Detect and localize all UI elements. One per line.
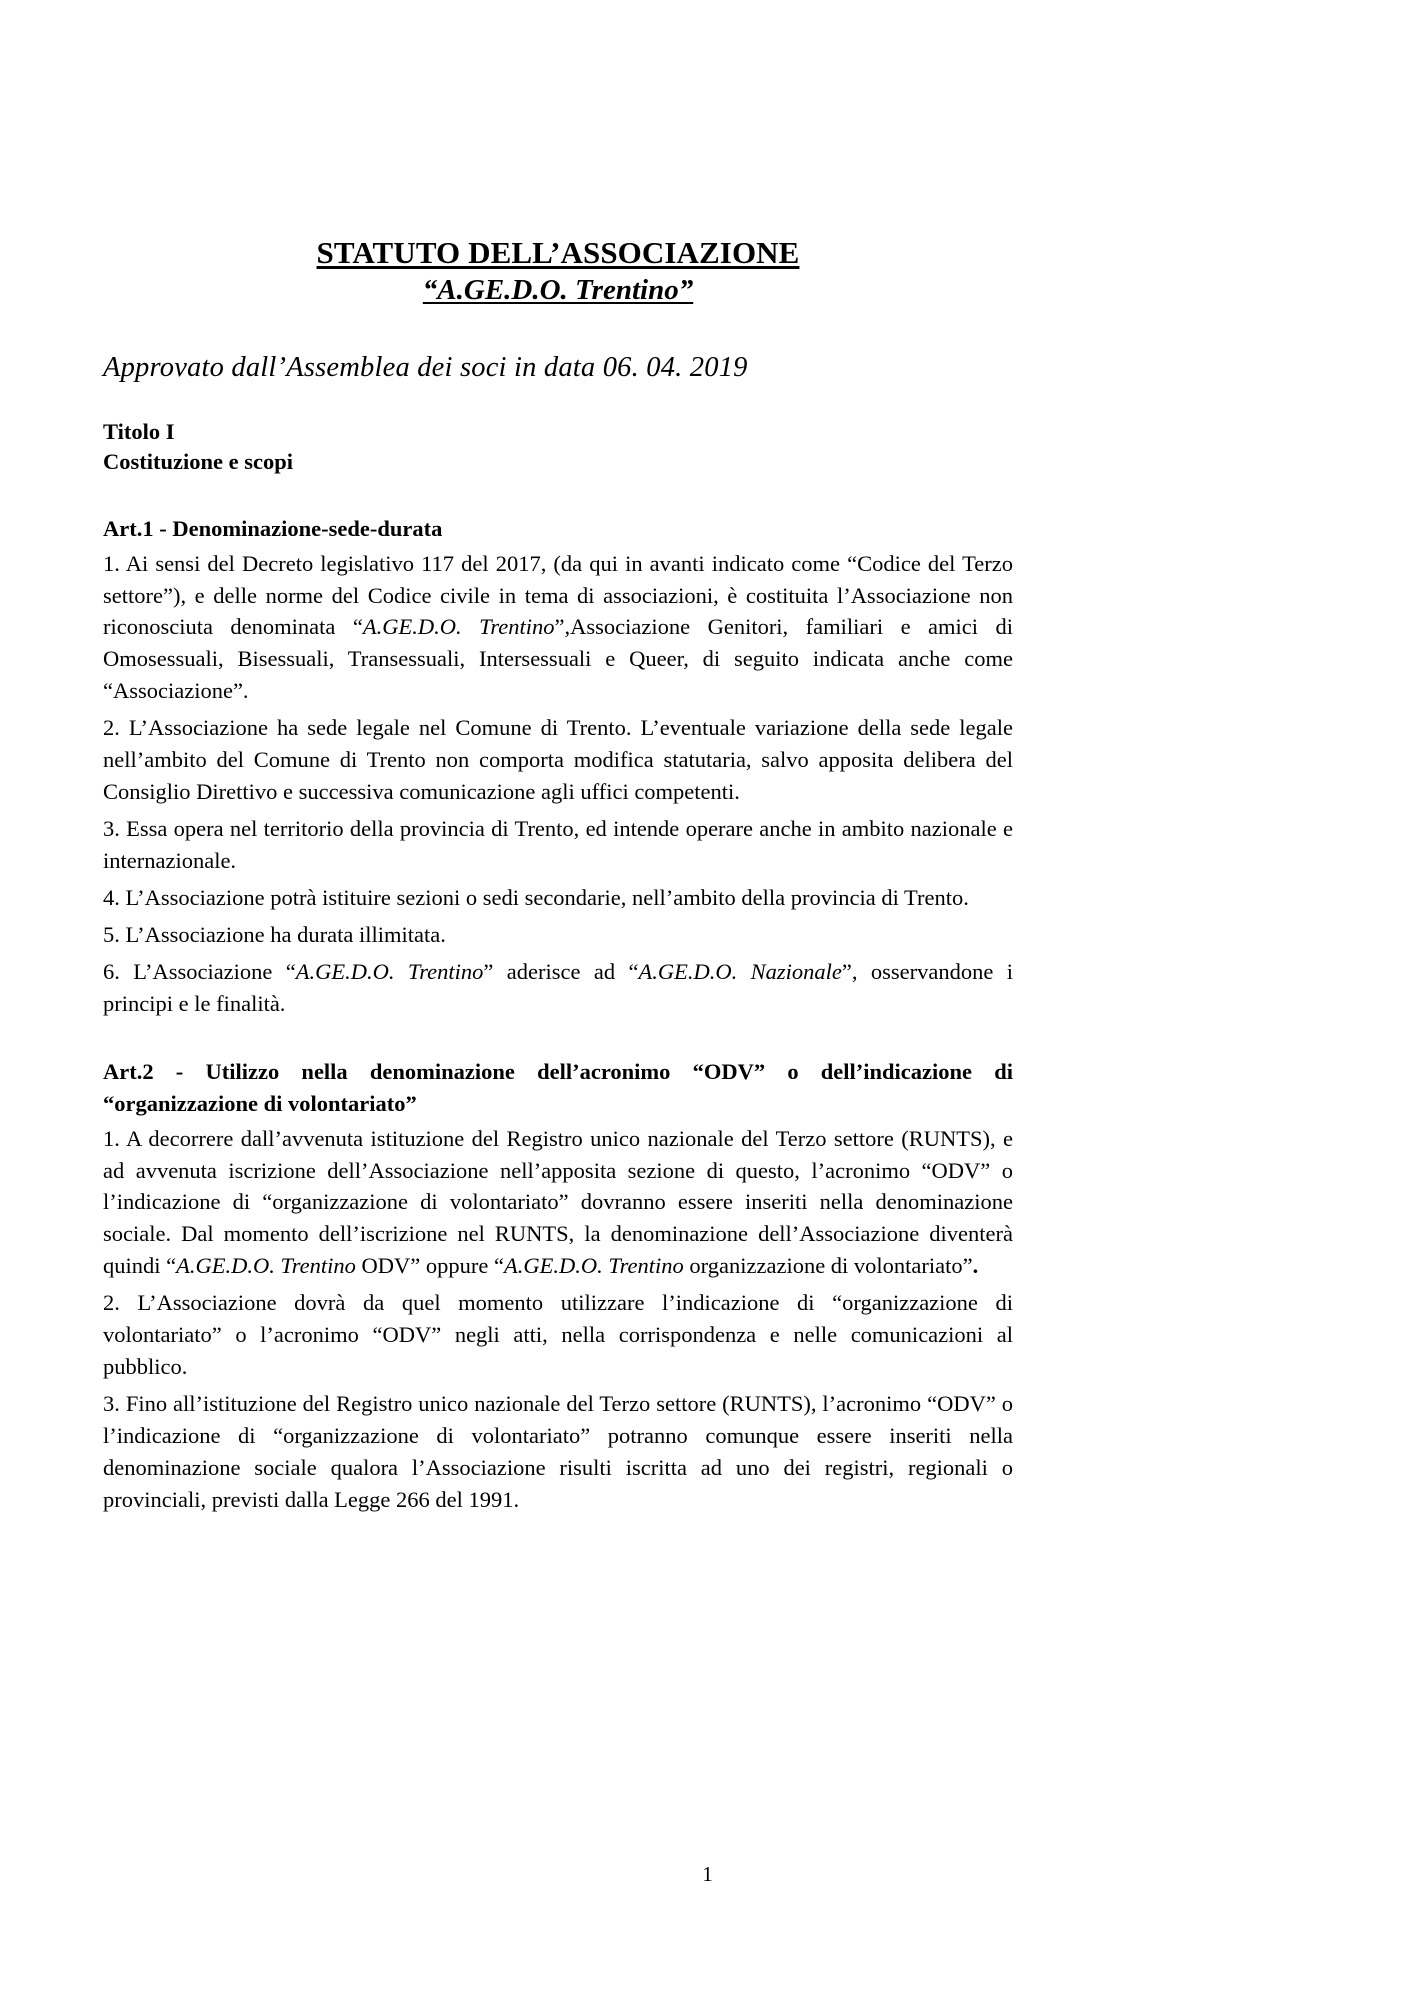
article-1-paragraph-1 (103, 545, 1013, 708)
article-1-paragraph-6-part-c: ”, osservandone i principi e le finalità. (103, 958, 1014, 1016)
article-1-heading: Art.1 - Denominazione-sede-durata (103, 515, 443, 541)
article-2-paragraph-1-part-a: 1. A decorrere dall’avvenuta istituzione del Registro unico nazionale del Terzo settore (RUNTS), e ad avvenuta iscrizione dell’Associazione nell’apposita sezione di questo, l’acronimo “ODV” o l’indicazione di “organizzazione di volontariato” dovranno essere inseriti nella denominazione sociale. Dal momento dell’iscrizione nel RUNTS, la denominazione dell’Associazione diventerà quindi “ (103, 1125, 1013, 1279)
article-2-paragraph-2: 2. L’Associazione dovrà da quel momento utilizzare l’indicazione di “organizzazione di volontariato” o l’acronimo “ODV” negli atti, nella corrispondenza e nelle comunicazioni al pubblico. (103, 1290, 1013, 1380)
article-1-paragraph-5: 5. L’Associazione ha durata illimitata. (103, 921, 446, 947)
document-content (103, 0, 1013, 1516)
document-subtitle (103, 271, 1013, 307)
document-title-text: STATUTO DELL’ASSOCIAZIONE (316, 235, 800, 270)
article-2-paragraph-1-emphasis-1: A.GE.D.O. Trentino (176, 1253, 356, 1279)
approval-line: Approvato dall’Assemblea dei soci in data 06. 04. 2019 (103, 352, 748, 384)
article-1-paragraph-4: 4. L’Associazione potrà istituire sezioni o sedi secondarie, nell’ambito della provincia di Trento. (103, 884, 969, 910)
article-1-paragraph-6-part-b: ” aderisce ad “ (483, 958, 639, 984)
article-2-paragraph-1-emphasis-2: A.GE.D.O. Trentino (504, 1253, 684, 1279)
article-2-paragraph-3: 3. Fino all’istituzione del Registro unico nazionale del Terzo settore (RUNTS), l’acronimo “ODV” o l’indicazione di “organizzazione di volontariato” potranno comunque essere inseriti nella denominazione sociale qualora l’Associazione risulti iscritta ad uno dei registri, regionali o provinciali, previsti dalla Legge 266 del 1991. (103, 1391, 1013, 1512)
article-2-paragraph-1-part-c: organizzazione di volontariato” (683, 1253, 973, 1279)
article-1-paragraph-2: 2. L’Associazione ha sede legale nel Comune di Trento. L’eventuale variazione della sede legale nell’ambito del Comune di Trento non comporta modifica statutaria, salvo apposita delibera del Consiglio Direttivo e successiva comunicazione agli uffici competenti. (103, 715, 1013, 805)
article-1-paragraph-1-part-a: 1. Ai sensi del Decreto legislativo 117 del 2017, (da qui in avanti indicato come “Codice del Terzo settore”), e delle norme del Codice civile in tema di associazioni, è costituita l’Associazione non riconosciuta denominata “ (103, 550, 1013, 640)
section-titolo-subtitle: Costituzione e scopi (103, 448, 293, 474)
section-titolo: Titolo I (103, 419, 175, 445)
article-2-paragraph-1 (103, 1120, 1013, 1283)
article-2-paragraph-1-final-period: . (972, 1253, 979, 1279)
article-1-paragraph-1-emphasis: A.GE.D.O. Trentino (362, 614, 555, 640)
article-2-paragraph-1-part-b: ODV” oppure “ (355, 1253, 504, 1279)
article-1-paragraph-6 (103, 951, 1013, 1020)
document-title (103, 0, 1013, 271)
article-1-paragraph-3: 3. Essa opera nel territorio della provincia di Trento, ed intende operare anche in ambito nazionale e internazionale. (103, 816, 1013, 873)
article-1-paragraph-6-emphasis-2: A.GE.D.O. Nazionale (638, 958, 842, 984)
document-subtitle-text: “A.GE.D.O. Trentino” (422, 273, 694, 306)
article-2-heading: Art.2 - Utilizzo nella denominazione dell’acronimo “ODV” o dell’indicazione di “organizzazione di volontariato” (103, 1058, 1013, 1116)
article-1-paragraph-1-part-b: ”,Associazione Genitori, familiari e amici di Omosessuali, Bisessuali, Transessuali, Intersessuali e Queer, di seguito indicata anche come “Associazione”. (103, 614, 1014, 704)
article-1-paragraph-6-emphasis-1: A.GE.D.O. Trentino (295, 958, 484, 984)
article-1-paragraph-6-part-a: 6. L’Associazione “ (103, 958, 296, 984)
page-number: 1 (702, 1862, 713, 1886)
